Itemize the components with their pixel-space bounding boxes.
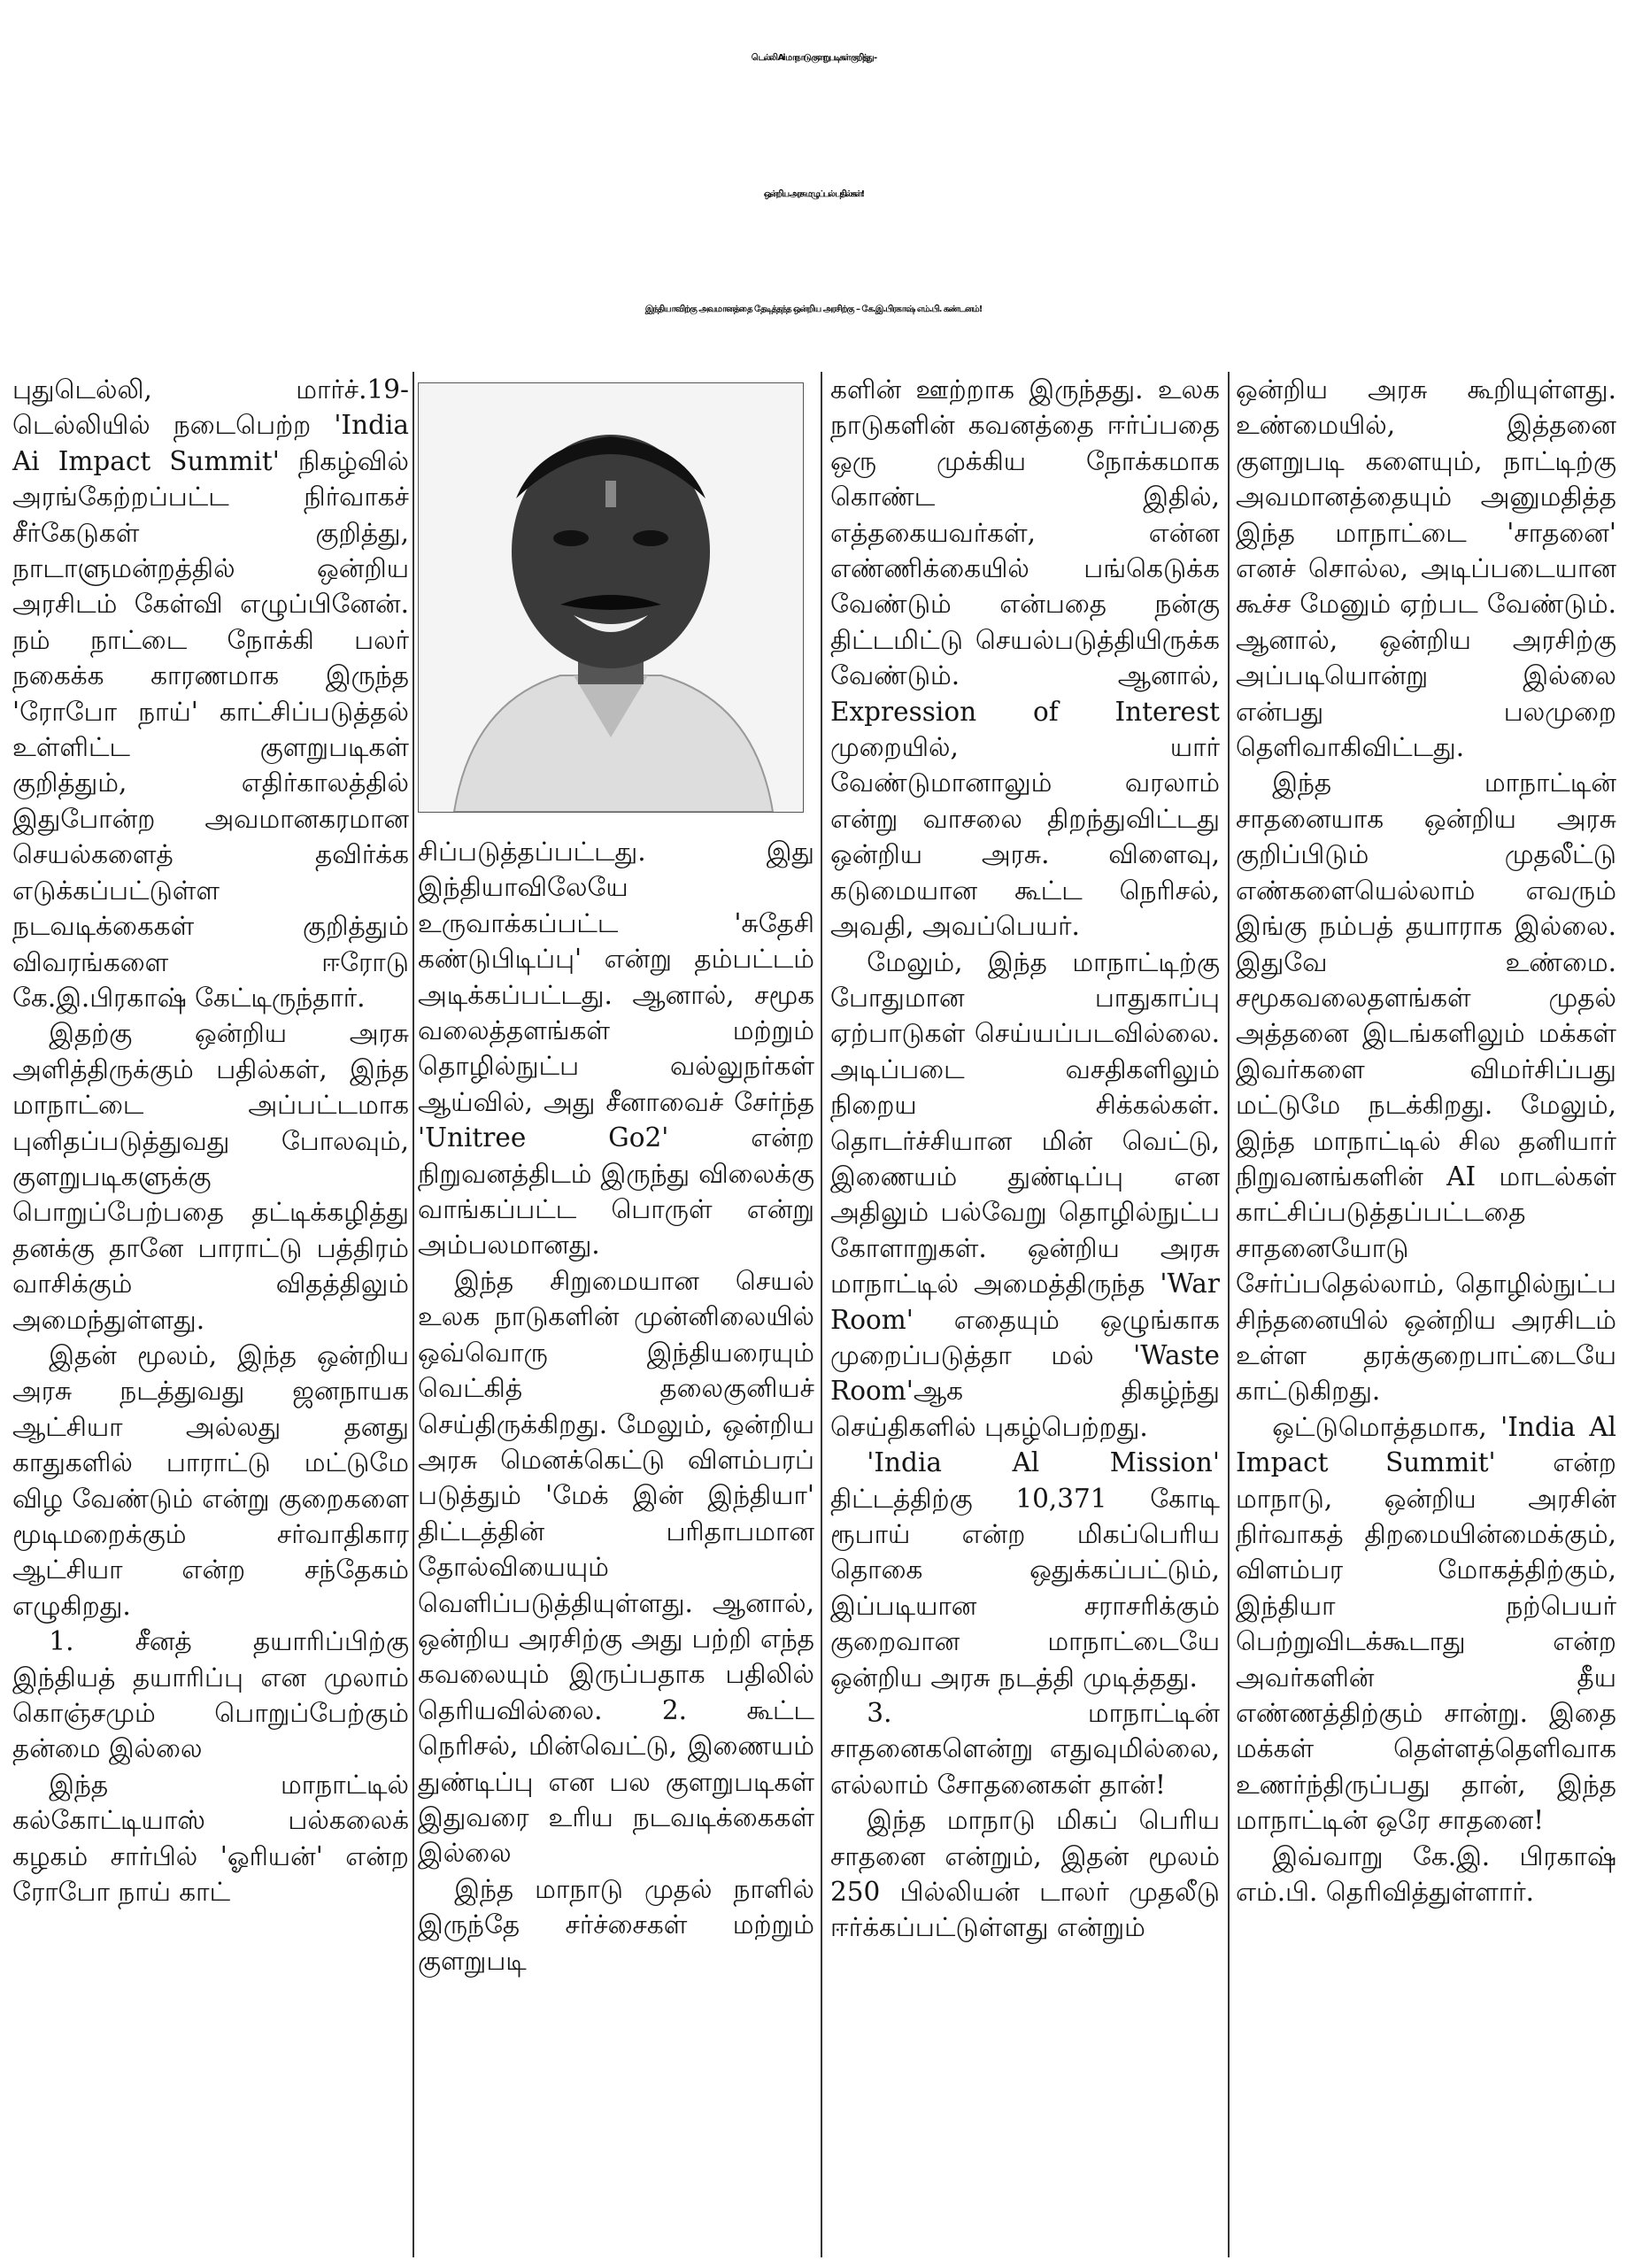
paragraph: இந்த மாநாடு முதல் நாளில் இருந்தே சர்ச்சைகள் மற்றும் குளறுபடி — [418, 1873, 814, 1976]
column-rule-1 — [413, 372, 414, 2257]
article-column-2 — [418, 834, 814, 1979]
paragraph: களின் ஊற்றாக இருந்தது. உலக நாடுகளின் கவனத்தை ஈர்ப்பதை ஒரு முக்கிய நோக்கமாக கொண்ட இதில், எத்தகையவர்கள், என்ன எண்ணிக்கையில் பங்கெடுக்க வேண்டும் என்பதை நன்கு திட்டமிட்டு செயல்படுத்தியிருக்க வேண்டும். ஆனால், Expression of Interest முறையில், யார் வேண்டுமானாலும் வரலாம் என்று வாசலை திறந்துவிட்டது ஒன்றிய அரசு. விளைவு, கடுமையான கூட்ட நெரிசல், அவதி, அவப்பெயர். — [830, 374, 1220, 942]
paragraph: 3. மாநாட்டின் சாதனைகளென்று எதுவுமில்லை, எல்லாம் சோதனைகள் தான்! — [830, 1698, 1220, 1800]
portrait-photo — [418, 382, 804, 813]
headline-line-2: ஒன்றிய அரசு மழுப்பல் பதில்கள்! — [763, 189, 864, 199]
paragraph: ஒன்றிய அரசு கூறியுள்ளது. உண்மையில், இத்தனை குளறுபடி களையும், நாட்டிற்கு அவமானத்தையும் அனுமதித்த இந்த மாநாட்டை 'சாதனை' எனச் சொல்ல, அடிப்படையான கூச்ச மேனும் ஏற்பட வேண்டும். ஆனால், ஒன்றிய அரசிற்கு அப்படியொன்று இல்லை என்பது பலமுறை தெளிவாகிவிட்டது. — [1236, 374, 1616, 763]
headline-line-1: டெல்லி Ai மாநாடு குளறுபடிகள் குறித்து - — [751, 53, 876, 63]
paragraph: மேலும், இந்த மாநாட்டிற்கு போதுமான பாதுகாப்பு ஏற்பாடுகள் செய்யப்படவில்லை. அடிப்படை வசதிகளிலும் நிறைய சிக்கல்கள். தொடர்ச்சியான மின் வெட்டு, இணையம் துண்டிப்பு என அதிலும் பல்வேறு தொழில்நுட்ப கோளாறுகள். ஒன்றிய அரசு மாநாட்டில் அமைத்திருந்த 'War Room' எதையும் ஒழுங்காக முறைப்படுத்தா மல் 'Waste Room'ஆக திகழ்ந்து செய்திகளில் புகழ்பெற்றது. — [830, 946, 1220, 1442]
paragraph: 1. சீனத் தயாரிப்பிற்கு இந்தியத் தயாரிப்பு என முலாம் கொஞ்சமும் பொறுப்பேற்கும் தன்மை இல்லை — [12, 1626, 409, 1764]
paragraph: இவ்வாறு கே.இ. பிரகாஷ் எம்.பி. தெரிவித்துள்ளார். — [1236, 1840, 1616, 1908]
paragraph: 'India Al Mission' திட்டத்திற்கு 10,371 கோடி ரூபாய் என்ற மிகப்பெரிய தொகை ஒதுக்கப்பட்டும், இப்படியான சராசரிக்கும் குறைவான மாநாட்டையே ஒன்றிய அரசு நடத்தி முடித்தது. — [830, 1447, 1220, 1693]
paragraph: இதற்கு ஒன்றிய அரசு அளித்திருக்கும் பதில்கள், இந்த மாநாட்டை அப்பட்டமாக புனிதப்படுத்துவது போலவும், குளறுபடிகளுக்கு பொறுப்பேற்பதை தட்டிக்கழித்து தனக்கு தானே பாராட்டு பத்திரம் வாசிக்கும் விதத்திலும் அமைந்துள்ளது. — [12, 1018, 409, 1335]
paragraph: புதுடெல்லி, மார்ச்.19- டெல்லியில் நடைபெற்ற 'India Ai Impact Summit' நிகழ்வில் அரங்கேற்றப்பட்ட நிர்வாகச் சீர்கேடுகள் குறித்து, நாடாளுமன்றத்தில் ஒன்றிய அரசிடம் கேள்வி எழுப்பினேன். நம் நாட்டை நோக்கி பலர் நகைக்க காரணமாக இருந்த 'ரோபோ நாய்' காட்சிப்படுத்தல் உள்ளிட்ட குளறுபடிகள் குறித்தும், எதிர்காலத்தில் இதுபோன்ற அவமானகரமான செயல்களைத் தவிர்க்க எடுக்கப்பட்டுள்ள நடவடிக்கைகள் குறித்தும் விவரங்களை ஈரோடு கே.இ.பிரகாஷ் கேட்டிருந்தார். — [12, 374, 409, 1013]
subheadline: இந்தியாவிற்கு அவமானத்தை தேடித்தந்த ஒன்றிய அரசிற்கு – கே.இ.பிரகாஷ் எம்.பி. கண்டனம்! — [644, 305, 983, 314]
paragraph: இந்த மாநாடு மிகப் பெரிய சாதனை என்றும், இதன் மூலம் 250 பில்லியன் டாலர் முதலீடு ஈர்க்கப்பட்டுள்ளது என்றும் — [830, 1805, 1220, 1943]
column-rule-3 — [1228, 372, 1230, 2257]
article-column-1 — [12, 372, 409, 1909]
column-rule-2 — [821, 372, 822, 2257]
paragraph: இதன் மூலம், இந்த ஒன்றிய அரசு நடத்துவது ஜனநாயக ஆட்சியா அல்லது தனது காதுகளில் பாராட்டு மட்டுமே விழ வேண்டும் என்று குறைகளை மூடிமறைக்கும் சர்வாதிகார ஆட்சியா என்ற சந்தேகம் எழுகிறது. — [12, 1339, 409, 1621]
paragraph: ஒட்டுமொத்தமாக, 'India Al Impact Summit' என்ற மாநாடு, ஒன்றிய அரசின் நிர்வாகத் திறமையின்மைக்கும், விளம்பர மோகத்திற்கும், இந்தியா நற்பெயர் பெற்றுவிடக்கூடாது என்ற அவர்களின் தீய எண்ணத்திற்கும் சான்று. இதை மக்கள் தெள்ளத்தெளிவாக உணர்ந்திருப்பது தான், இந்த மாநாட்டின் ஒரே சாதனை! — [1236, 1411, 1616, 1836]
article-column-4 — [1236, 372, 1616, 1909]
paragraph: இந்த சிறுமையான செயல் உலக நாடுகளின் முன்னிலையில் ஒவ்வொரு இந்தியரையும் வெட்கித் தலைகுனியச் செய்திருக்கிறது. மேலும், ஒன்றிய அரசு மெனக்கெட்டு விளம்பரப் படுத்தும் 'மேக் இன் இந்தியா' திட்டத்தின் பரிதாபமான தோல்வியையும் வெளிப்படுத்தியுள்ளது. ஆனால், ஒன்றிய அரசிற்கு அது பற்றி எந்த கவலையும் இருப்பதாக பதிலில் தெரியவில்லை. 2. கூட்ட நெரிசல், மின்வெட்டு, இணையம் துண்டிப்பு என பல குளறுபடிகள் இதுவரை உரிய நடவடிக்கைகள் இல்லை — [418, 1265, 814, 1869]
paragraph: இந்த மாநாட்டின் சாதனையாக ஒன்றிய அரசு குறிப்பிடும் முதலீட்டு எண்களையெல்லாம் எவரும் இங்கு நம்பத் தயாராக இல்லை. இதுவே உண்மை. சமூகவலைதளங்கள் முதல் அத்தனை இடங்களிலும் மக்கள் இவர்களை விமர்சிப்பது மட்டுமே நடக்கிறது. மேலும், இந்த மாநாட்டில் சில தனியார் நிறுவனங்களின் AI மாடல்கள் காட்சிப்படுத்தப்பட்டதை சாதனையோடு சேர்ப்பதெல்லாம், தொழில்நுட்ப சிந்தனையில் ஒன்றிய அரசிடம் உள்ள தரக்குறைபாட்டையே காட்டுகிறது. — [1236, 768, 1616, 1407]
paragraph: சிப்படுத்தப்பட்டது. இது இந்தியாவிலேயே உருவாக்கப்பட்ட 'சுதேசி கண்டுபிடிப்பு' என்று தம்பட்டம் அடிக்கப்பட்டது. ஆனால், சமூக வலைத்தளங்கள் மற்றும் தொழில்நுட்ப வல்லுநர்கள் ஆய்வில், அது சீனாவைச் சேர்ந்த 'Unitree Go2' என்ற நிறுவனத்திடம் இருந்து விலைக்கு வாங்கப்பட்ட பொருள் என்று அம்பலமானது. — [418, 837, 814, 1261]
article-column-3 — [830, 372, 1220, 1946]
paragraph: இந்த மாநாட்டில் கல்கோட்டியாஸ் பல்கலைக் கழகம் சார்பில் 'ஓரியன்' என்ற ரோபோ நாய் காட் — [12, 1769, 409, 1908]
